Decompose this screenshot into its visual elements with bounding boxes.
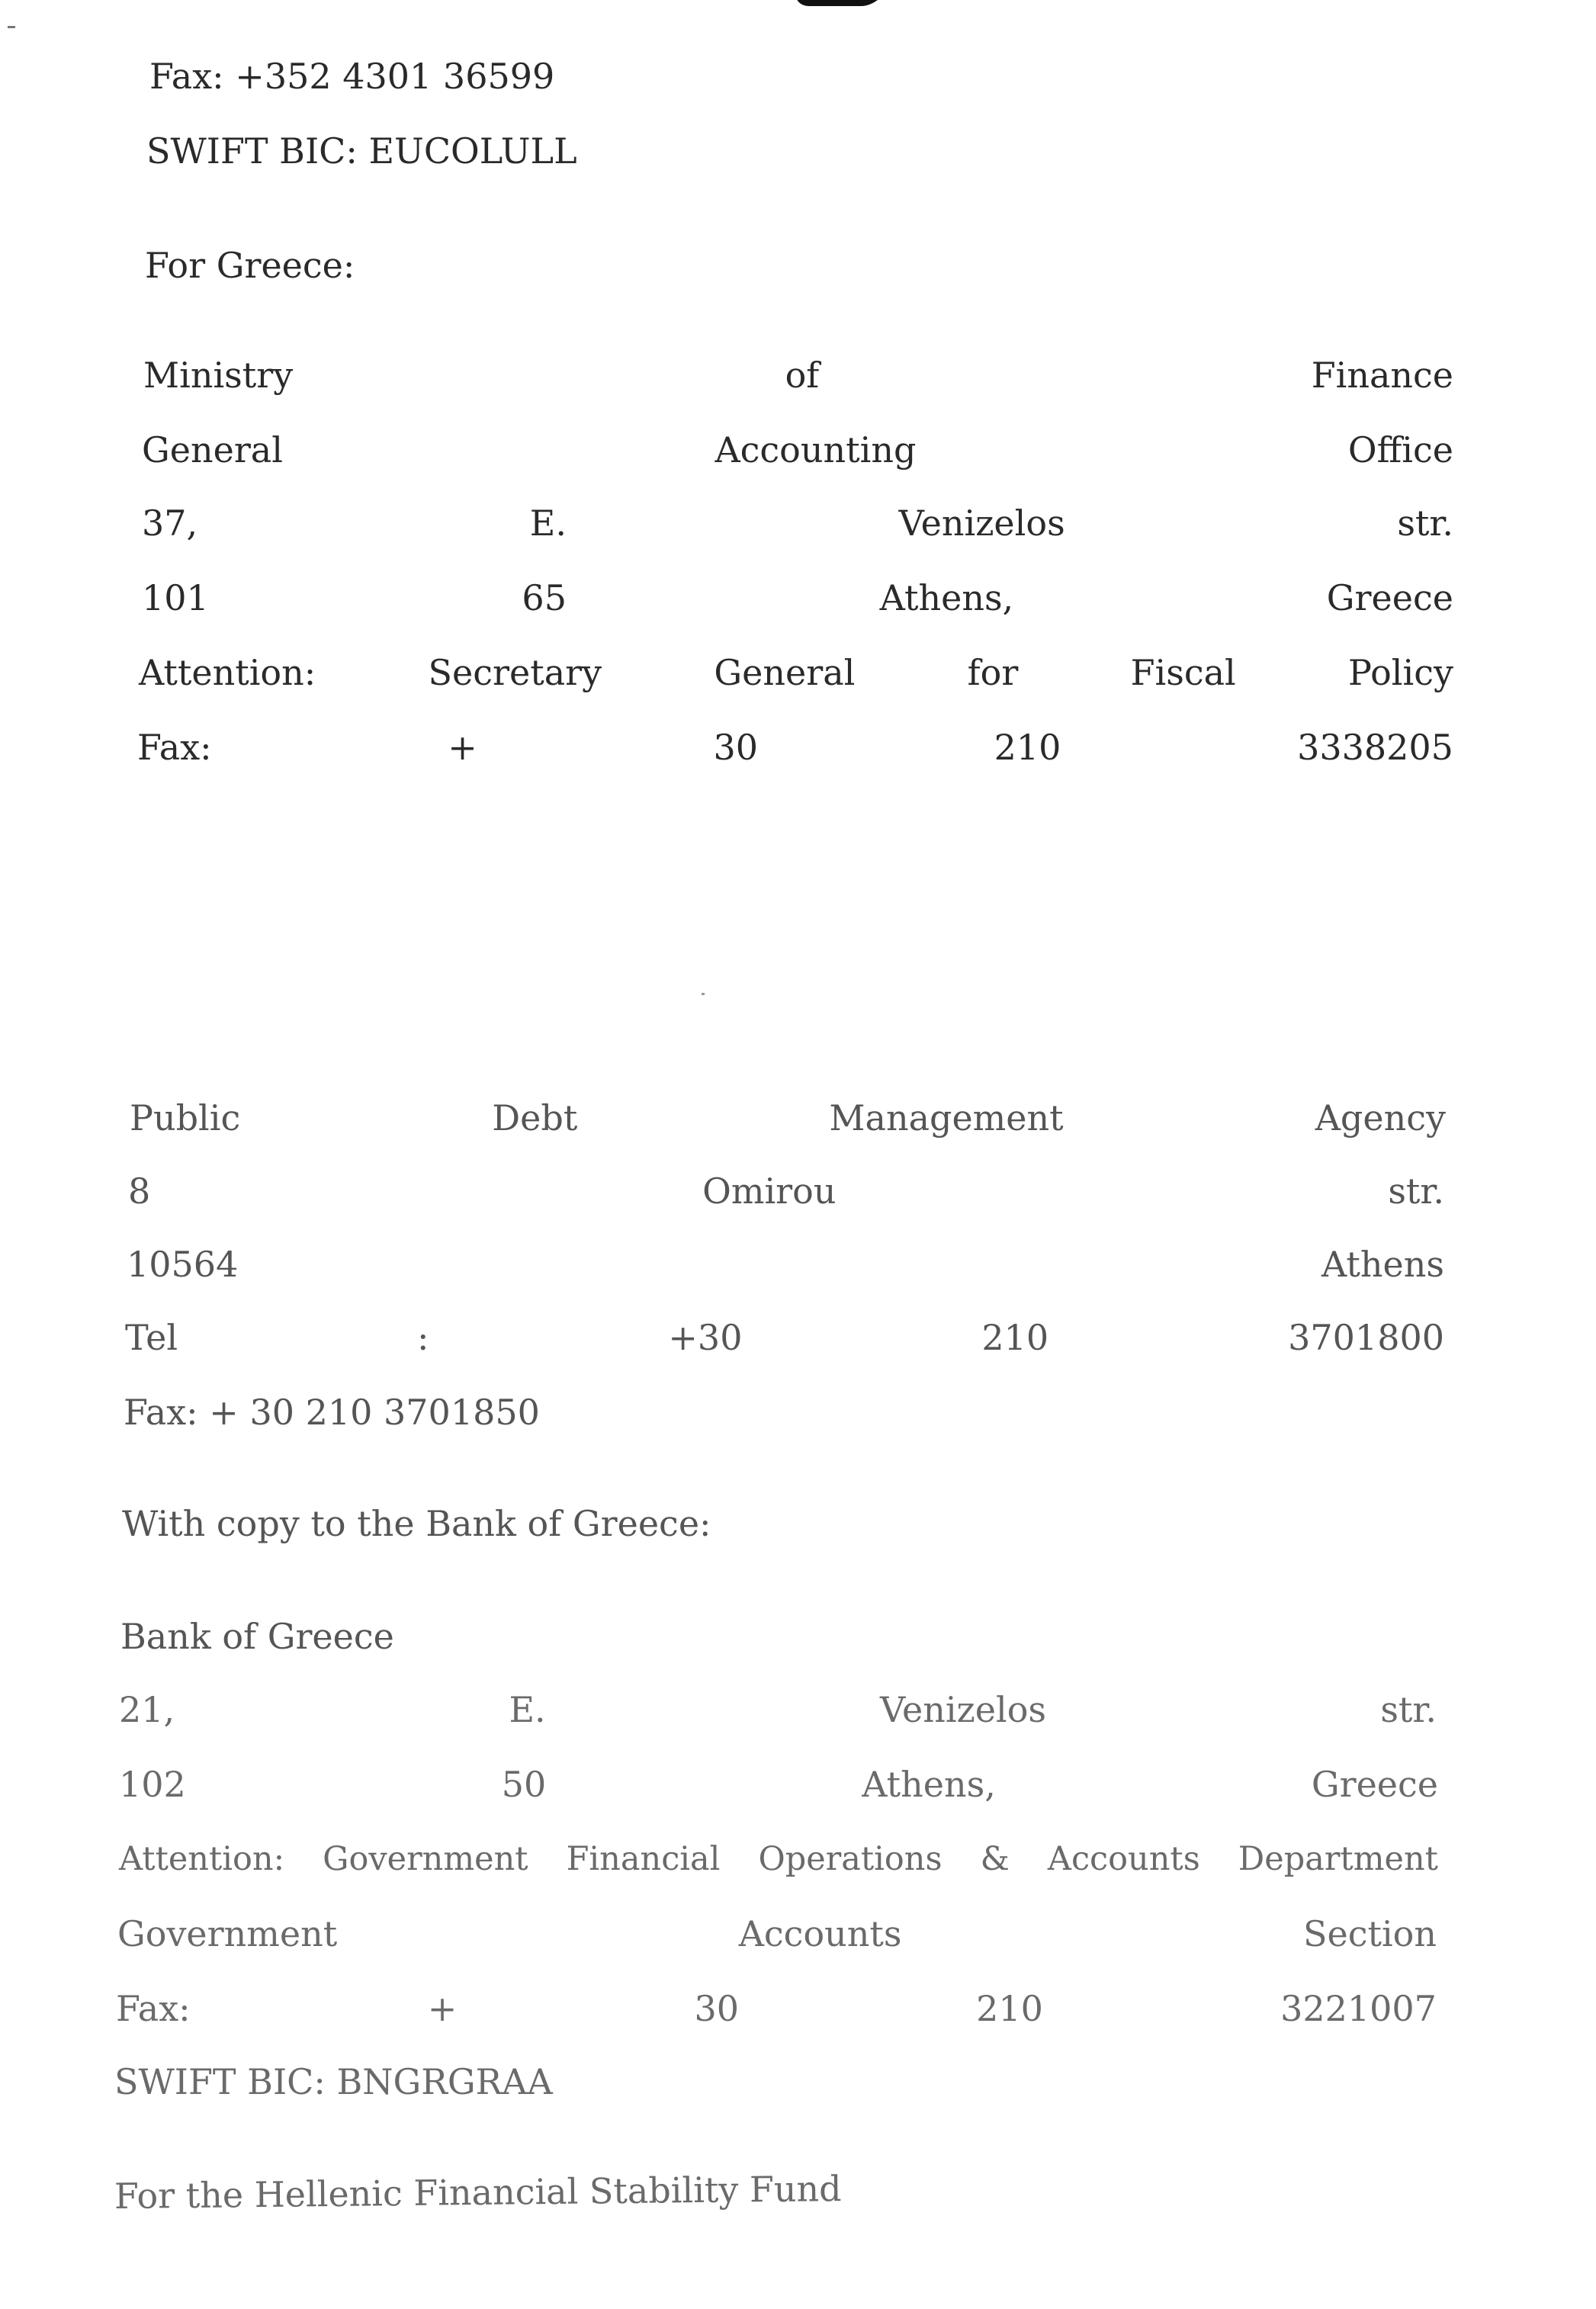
address-word: Policy <box>1348 652 1453 693</box>
address-word: Athens <box>1321 1244 1444 1285</box>
address-word: Financial <box>566 1840 721 1878</box>
address-word: Management <box>829 1097 1064 1138</box>
address-word: Accounting <box>715 429 917 470</box>
address-word: Venizelos <box>879 1689 1047 1730</box>
address-word: Venizelos <box>898 503 1065 544</box>
address-word: Accounts <box>738 1913 902 1954</box>
address-word: Government <box>323 1840 528 1878</box>
address-word: 3701800 <box>1288 1317 1444 1358</box>
pdma-tel <box>125 1315 1444 1360</box>
address-word: str. <box>1380 1689 1437 1730</box>
address-word: Fiscal <box>1130 652 1236 693</box>
address-word: Accounts <box>1047 1840 1200 1878</box>
address-word: 210 <box>994 727 1061 768</box>
pdma-line-2 <box>128 1168 1444 1214</box>
address-word: +30 <box>668 1317 743 1358</box>
address-word: 102 <box>119 1764 186 1805</box>
address-word: 30 <box>694 1988 740 2029</box>
address-word: Omirou <box>702 1171 837 1212</box>
pdma-line-3 <box>127 1241 1444 1287</box>
address-word: 3221007 <box>1280 1988 1437 2029</box>
address-word: 65 <box>522 577 567 618</box>
address-word: E. <box>529 503 567 544</box>
address-word: Ministry <box>143 355 294 396</box>
address-word: Tel <box>125 1317 178 1358</box>
address-word: 101 <box>142 577 209 618</box>
address-word: Greece <box>1311 1764 1438 1805</box>
address-word: 210 <box>981 1317 1049 1358</box>
address-word: str. <box>1397 503 1453 544</box>
hfsf-heading: For the Hellenic Financial Stability Fund <box>114 2168 842 2217</box>
bank-name: Bank of Greece <box>120 1616 394 1657</box>
address-word: Fax: <box>116 1988 191 2029</box>
address-word: str. <box>1388 1171 1444 1212</box>
address-word: Debt <box>492 1097 578 1138</box>
address-word: Office <box>1347 429 1453 470</box>
ministry-line-2 <box>142 427 1453 473</box>
bank-attention <box>119 1836 1438 1882</box>
address-word: 3338205 <box>1297 727 1453 768</box>
bank-line-4 <box>117 1911 1437 1957</box>
bank-fax <box>116 1986 1437 2031</box>
cropped-glyph-mark <box>789 0 888 6</box>
address-word: for <box>967 652 1019 693</box>
ministry-line-3 <box>142 500 1453 546</box>
address-word: 30 <box>713 727 759 768</box>
address-word: Fax: <box>137 727 212 768</box>
ministry-fax <box>137 724 1453 770</box>
address-word: Government <box>117 1913 338 1954</box>
bank-line-2 <box>119 1761 1438 1807</box>
address-word: Public <box>130 1097 241 1138</box>
address-word: Attention: <box>139 652 316 693</box>
address-word: + <box>427 1988 458 2029</box>
bank-line-1 <box>119 1687 1437 1733</box>
address-word: Department <box>1238 1840 1438 1878</box>
address-word: Section <box>1302 1913 1437 1954</box>
address-word: Attention: <box>119 1840 285 1878</box>
address-word: Greece <box>1326 577 1453 618</box>
ministry-attention <box>139 650 1453 695</box>
address-word: 50 <box>501 1764 547 1805</box>
bank-copy-heading: With copy to the Bank of Greece: <box>122 1503 711 1544</box>
scan-speck <box>702 993 705 995</box>
address-word: Secretary <box>428 652 602 693</box>
address-word: & <box>980 1840 1010 1878</box>
ministry-line-1 <box>143 352 1453 398</box>
pdma-line-1 <box>130 1095 1446 1141</box>
address-word: Agency <box>1315 1097 1446 1138</box>
address-word: 21, <box>119 1689 175 1730</box>
bank-swift: SWIFT BIC: BNGRGRAA <box>114 2061 553 2102</box>
scan-speck <box>8 26 15 28</box>
address-word: of <box>785 355 820 396</box>
eu-swift: SWIFT BIC: EUCOLULL <box>146 130 577 172</box>
address-word: Finance <box>1311 355 1453 396</box>
address-word: 8 <box>128 1171 151 1212</box>
ministry-line-4 <box>142 575 1453 621</box>
address-word: Operations <box>758 1840 943 1878</box>
address-word: + <box>448 727 477 768</box>
greece-heading: For Greece: <box>145 245 355 286</box>
address-word: E. <box>509 1689 546 1730</box>
pdma-fax: Fax: + 30 210 3701850 <box>124 1392 540 1433</box>
eu-fax: Fax: +352 4301 36599 <box>149 56 555 97</box>
address-word: 210 <box>976 1988 1043 2029</box>
address-word: : <box>416 1317 429 1358</box>
address-word: 37, <box>142 503 198 544</box>
address-word: Athens, <box>879 577 1014 618</box>
address-word: Athens, <box>862 1764 996 1805</box>
address-word: General <box>142 429 283 470</box>
address-word: 10564 <box>127 1244 239 1285</box>
address-word: General <box>714 652 856 693</box>
